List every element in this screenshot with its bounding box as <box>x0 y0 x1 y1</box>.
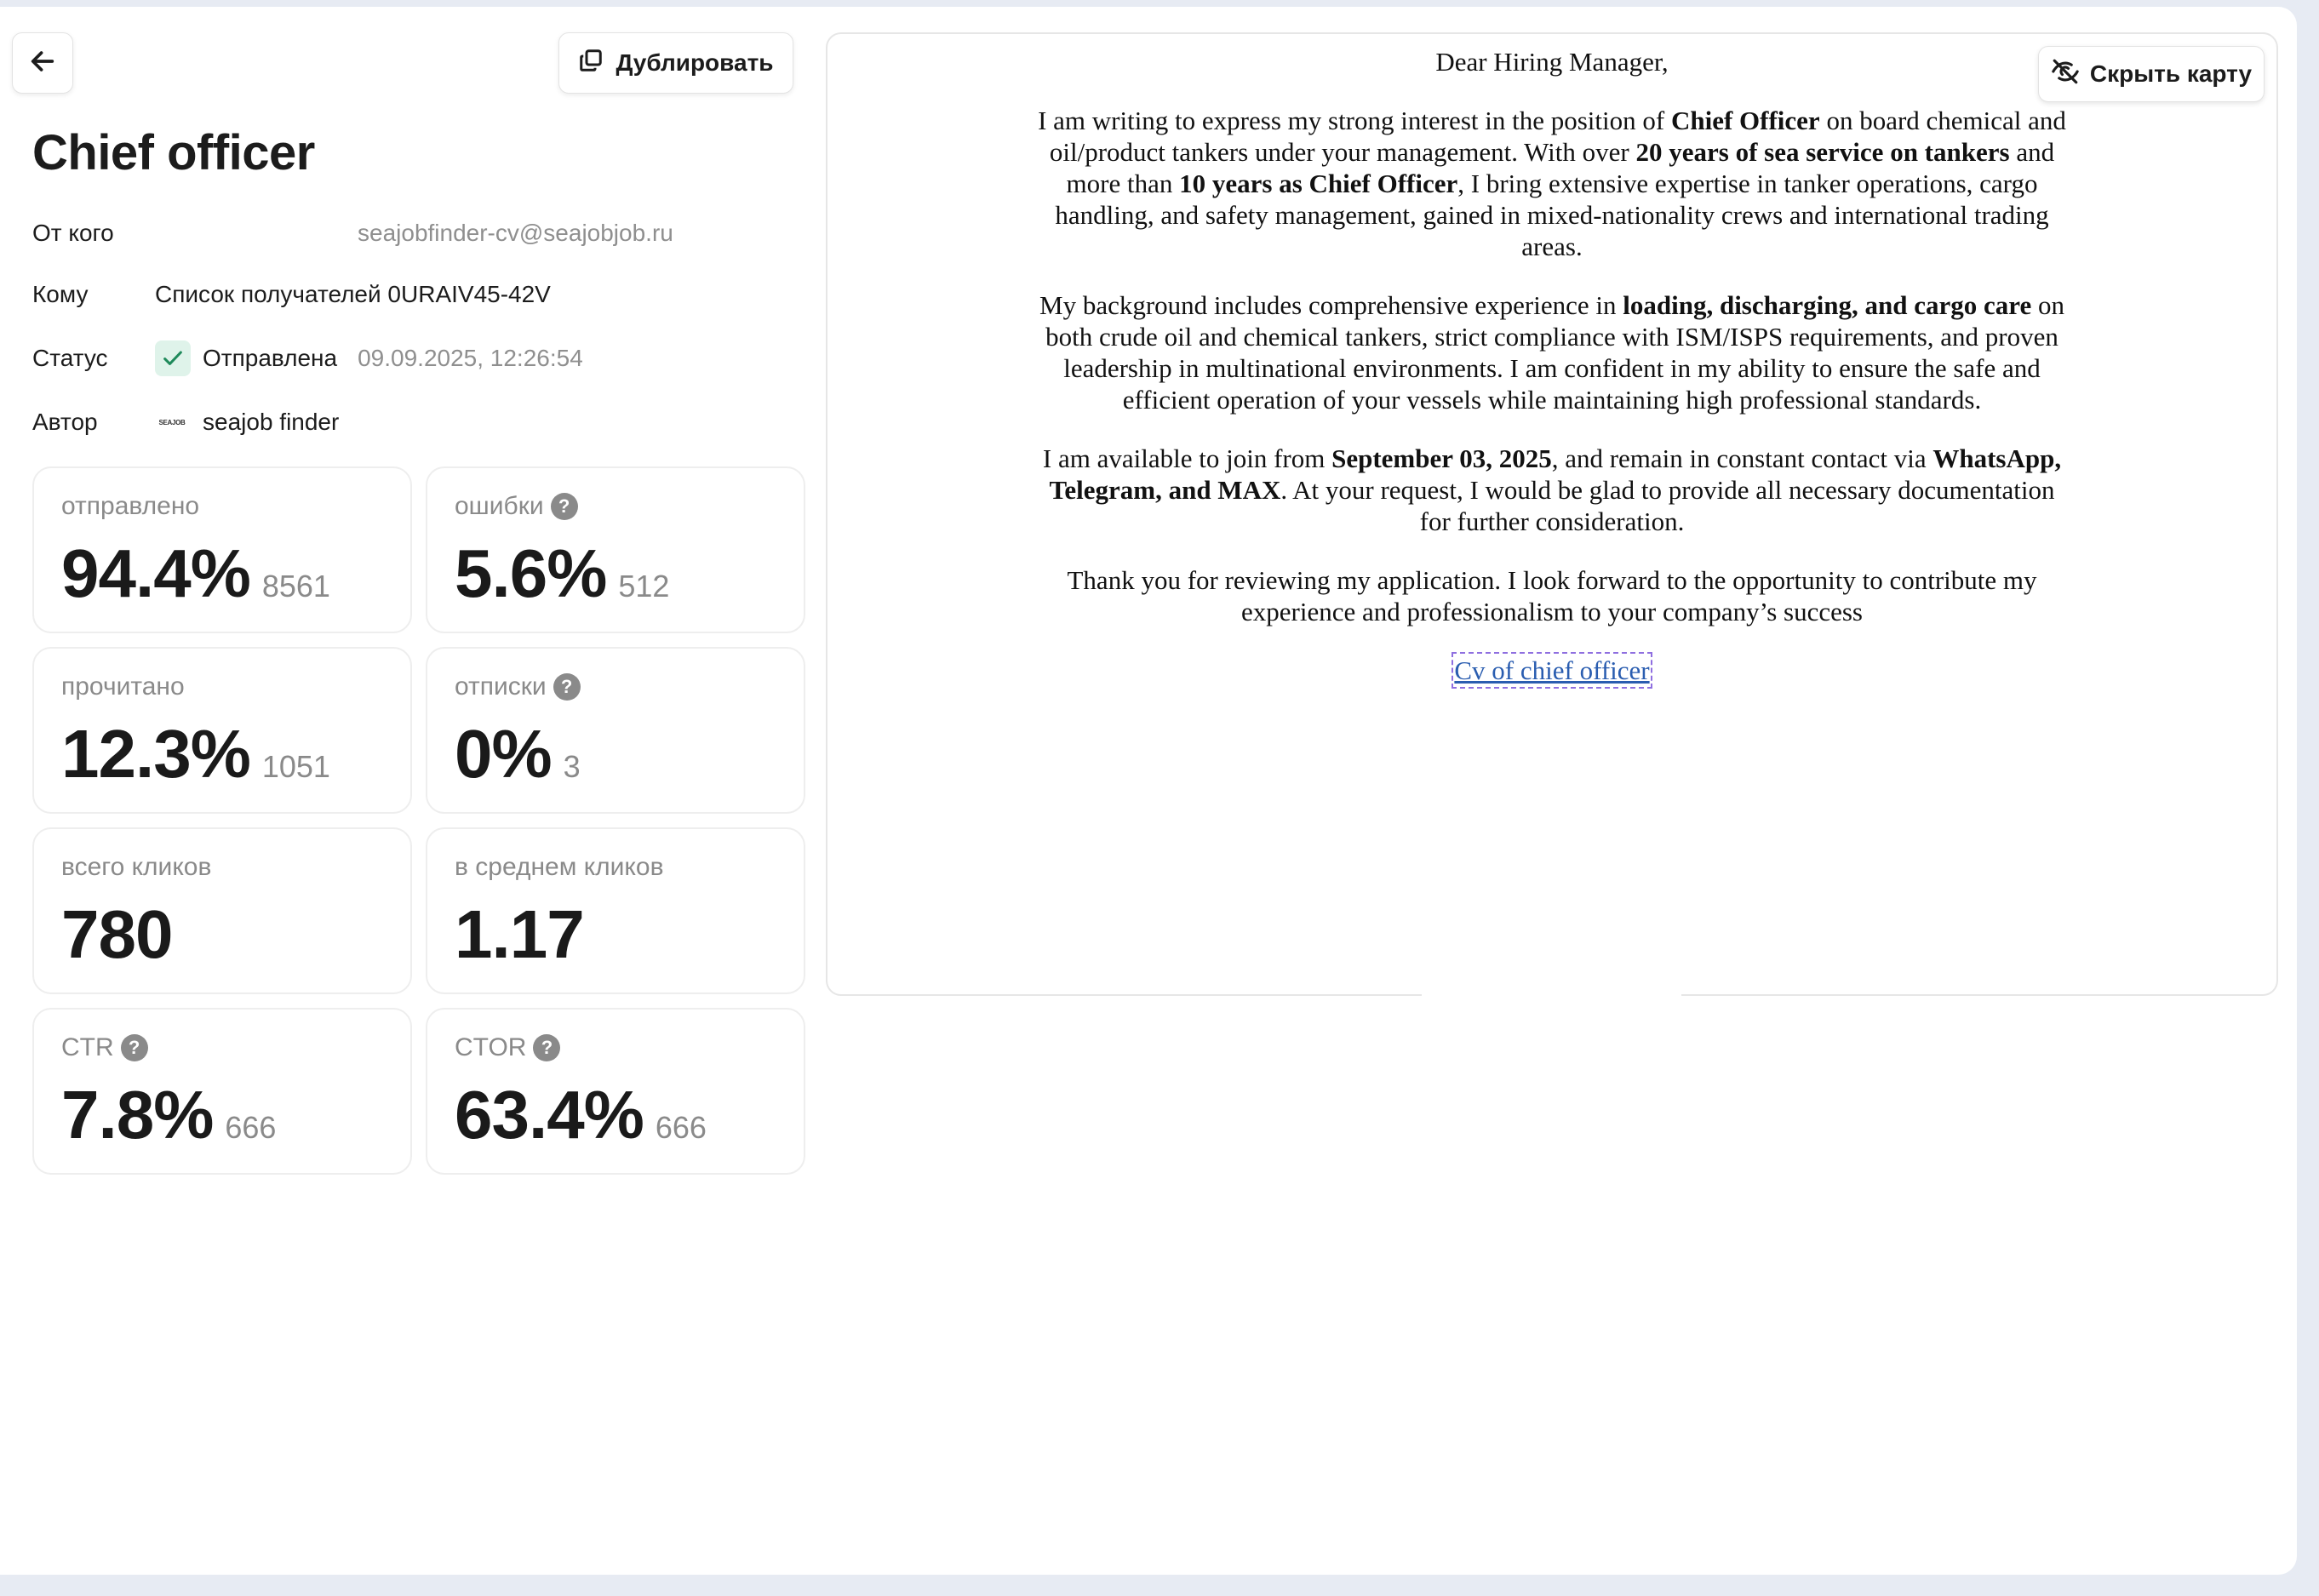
help-icon[interactable]: ? <box>121 1034 148 1061</box>
email-paragraph-2 <box>1032 289 2072 415</box>
stat-label: CTR <box>61 1033 114 1061</box>
to-label: Кому <box>32 281 89 307</box>
stat-card-sent <box>32 466 412 633</box>
help-icon[interactable]: ? <box>553 673 581 701</box>
text-run: 10 years as Chief Officer <box>1179 169 1458 198</box>
duplicate-button[interactable] <box>558 32 793 94</box>
stat-card-total-clicks <box>32 827 412 994</box>
author-value: seajob finder <box>203 409 340 435</box>
text-run: on both crude oil and chemical tankers, strict compliance with ISM/ISPS requirements, and proven leadership in multinational environments. I am confident in my ability to ensure the safe and efficient operation of your vessels while maintaining high professional standards. <box>1045 290 2064 415</box>
email-greeting: Dear Hiring Manager, <box>1435 47 1669 77</box>
from-row <box>32 220 673 247</box>
to-row <box>32 281 551 308</box>
preview-edge-gap <box>1422 986 1681 1003</box>
text-run: Chief Officer <box>1670 106 1820 135</box>
stat-label: прочитано <box>61 672 185 701</box>
stat-card-avg-clicks <box>426 827 805 994</box>
stat-count: 666 <box>225 1110 277 1145</box>
text-run: September 03, 2025 <box>1331 443 1552 473</box>
stat-label: CTOR <box>455 1033 527 1061</box>
page-title: Chief officer <box>32 125 315 180</box>
stat-value: 7.8% <box>61 1077 214 1153</box>
stat-value: 5.6% <box>455 535 607 611</box>
text-run: WhatsApp, Telegram, and MAX <box>1049 443 2062 505</box>
stat-count: 1051 <box>261 749 330 784</box>
check-icon <box>155 340 191 376</box>
stat-value: 94.4% <box>61 535 250 611</box>
to-value[interactable]: Список получателей 0URAIV45-42V <box>155 281 551 307</box>
stat-label: отправлено <box>61 492 200 520</box>
stat-card-errors <box>426 466 805 633</box>
text-run: Thank you for reviewing my application. I look forward to the opportunity to contribute my experience and professionalism to your company’s success <box>1067 565 2037 626</box>
status-date: 09.09.2025, 12:26:54 <box>358 345 583 371</box>
text-run: , I bring extensive expertise in tanker operations, cargo handling, and safety management, gained in mixed-nationality crews and international trading areas. <box>1055 169 2049 261</box>
author-label: Автор <box>32 409 98 435</box>
stat-card-unsubscribes <box>426 647 805 814</box>
email-preview[interactable] <box>826 32 2278 996</box>
stat-value: 780 <box>61 896 173 972</box>
from-value: seajobfinder-cv@seajobjob.ru <box>358 220 673 246</box>
stat-count: 8561 <box>261 569 330 604</box>
back-button[interactable] <box>12 32 73 94</box>
duplicate-label: Дублировать <box>616 49 774 76</box>
text-run: I am available to join from <box>1042 443 1332 473</box>
main-panel <box>0 7 2297 1575</box>
stat-card-ctr <box>32 1008 412 1175</box>
stat-label: ошибки <box>455 492 544 520</box>
stat-count: 3 <box>563 749 581 784</box>
email-paragraph-3 <box>1032 443 2072 537</box>
cv-link[interactable]: Cv of chief officer <box>1454 655 1650 685</box>
email-body <box>1032 46 2072 713</box>
help-icon[interactable]: ? <box>533 1034 560 1061</box>
stat-label: всего кликов <box>61 853 212 881</box>
stat-value: 63.4% <box>455 1077 644 1153</box>
text-run: My background includes comprehensive experience in <box>1039 290 1623 320</box>
text-run: . At your request, I would be glad to provide all necessary documentation for further consideration. <box>1280 475 2055 536</box>
text-run: 20 years of sea service on tankers <box>1635 137 2010 167</box>
stat-count: 666 <box>655 1110 707 1145</box>
author-logo: SEAJOB <box>158 418 186 426</box>
status-row <box>32 340 583 376</box>
arrow-left-icon <box>28 47 57 80</box>
eye-off-icon <box>2051 57 2080 92</box>
text-run: I am writing to express my strong interest in the position of <box>1038 106 1671 135</box>
text-run: on board chemical and oil/product tankers under your management. With over <box>1049 106 2066 167</box>
stat-card-read <box>32 647 412 814</box>
copy-icon <box>578 48 604 79</box>
text-run: and more than <box>1066 137 2055 198</box>
hide-map-button[interactable] <box>2038 46 2265 102</box>
stat-label: отписки <box>455 672 547 701</box>
from-label: От кого <box>32 220 114 246</box>
stat-value: 0% <box>455 716 552 792</box>
text-run: , and remain in constant contact via <box>1551 443 1933 473</box>
email-paragraph-1 <box>1032 105 2072 262</box>
stat-label: в среднем кликов <box>455 853 664 881</box>
help-icon[interactable]: ? <box>551 493 578 520</box>
status-value: Отправлена <box>203 345 338 371</box>
stat-value: 12.3% <box>61 716 250 792</box>
text-run: loading, discharging, and cargo care <box>1623 290 2032 320</box>
stat-count: 512 <box>618 569 670 604</box>
stat-value: 1.17 <box>455 896 584 972</box>
stat-card-ctor <box>426 1008 805 1175</box>
email-paragraph-4 <box>1032 564 2072 627</box>
hide-map-label: Скрыть карту <box>2089 60 2253 87</box>
status-label: Статус <box>32 345 108 371</box>
author-row <box>32 409 339 436</box>
